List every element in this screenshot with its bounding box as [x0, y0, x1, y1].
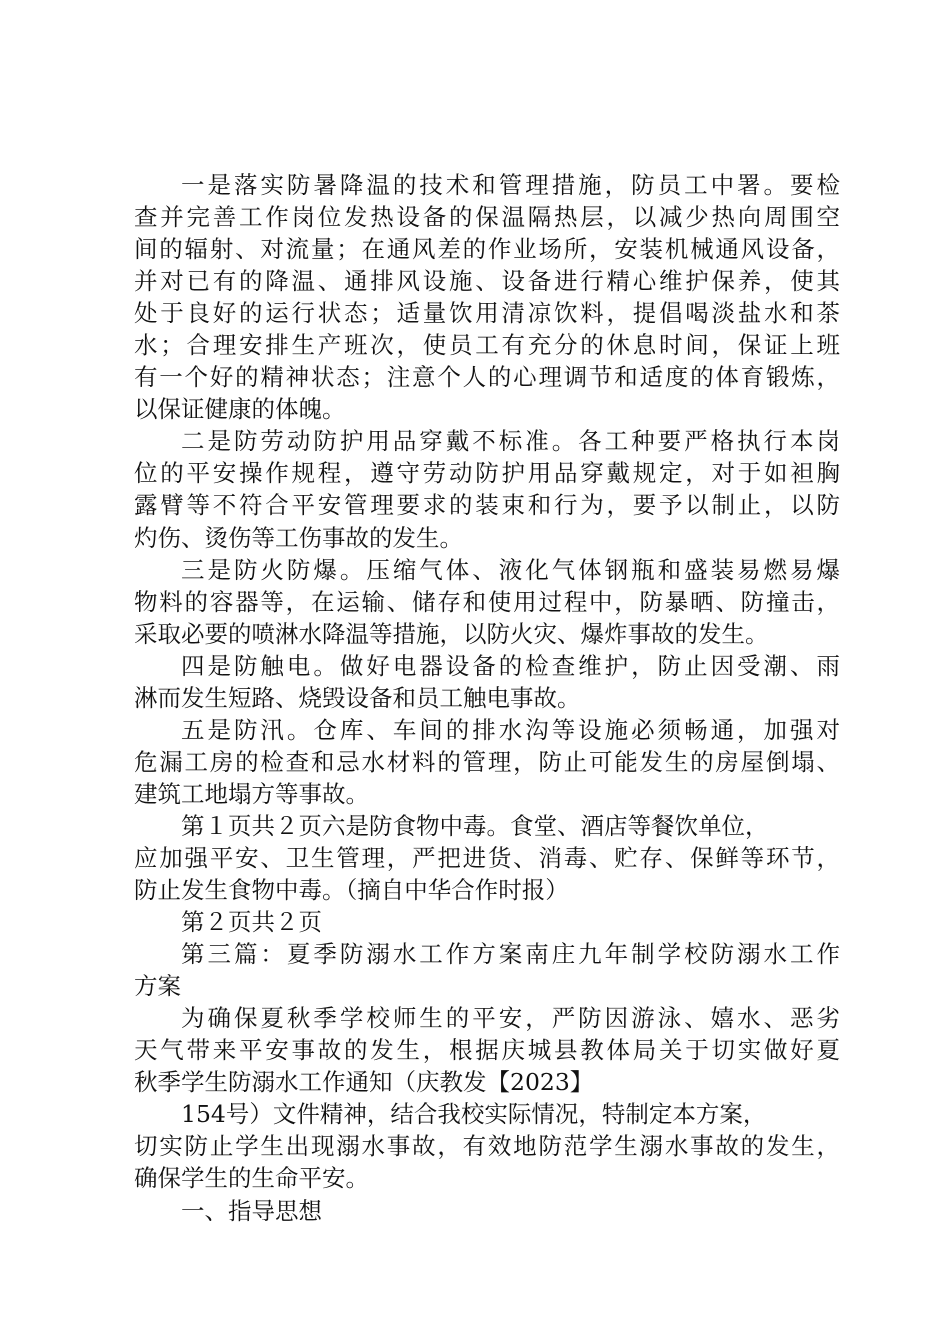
text-line: 第１页共２页六是防食物中毒。食堂、酒店等餐饮单位，: [181, 811, 769, 840]
text-line: 查并完善工作岗位发热设备的保温隔热层，以减少热向周围空: [134, 203, 840, 232]
text-line: 切实防止学生出现溺水事故，有效地防范学生溺水事故的发生，: [134, 1132, 840, 1161]
subsection-heading: 一、指导思想: [181, 1196, 322, 1225]
page-footer-text: 第２页共２页: [181, 908, 322, 937]
text-line: 并对已有的降温、通排风设施、设备进行精心维护保养，使其: [134, 267, 840, 296]
text-line: 位的平安操作规程，遵守劳动防护用品穿戴规定，对于如袒胸: [134, 459, 840, 488]
text-line: 露臂等不符合平安管理要求的装束和行为，要予以制止，以防: [134, 491, 840, 520]
text-line: 一是落实防暑降温的技术和管理措施，防员工中署。要检: [181, 171, 840, 199]
text-line: 物料的容器等，在运输、储存和使用过程中，防暴晒、防撞击，: [134, 587, 840, 616]
text-line: 为确保夏秋季学校师生的平安，严防因游泳、嬉水、恶劣: [181, 1004, 840, 1033]
text-line: 间的辐射、对流量；在通风差的作业场所，安装机械通风设备，: [134, 235, 840, 264]
text-line: 应加强平安、卫生管理，严把进货、消毒、贮存、保鲜等环节，: [134, 843, 840, 872]
text-line: 水；合理安排生产班次，使员工有充分的休息时间，保证上班: [134, 331, 840, 360]
text-line: 天气带来平安事故的发生，根据庆城县教体局关于切实做好夏: [134, 1036, 840, 1065]
text-line: 处于良好的运行状态；适量饮用清凉饮料，提倡喝淡盐水和茶: [134, 299, 840, 328]
text-line: 以保证健康的体魄。: [134, 395, 346, 424]
text-line: 秋季学生防溺水工作通知（庆教发【2023】: [134, 1068, 594, 1097]
text-line: 四是防触电。做好电器设备的检查维护，防止因受潮、雨: [181, 651, 840, 680]
section-heading-line: 第三篇：夏季防溺水工作方案南庄九年制学校防溺水工作: [181, 940, 840, 969]
text-line: 危漏工房的检查和忌水材料的管理，防止可能发生的房屋倒塌、: [134, 747, 840, 776]
text-line: 灼伤、烫伤等工伤事故的发生。: [134, 523, 463, 552]
document-body: [134, 169, 840, 1227]
text-line: 五是防汛。仓库、车间的排水沟等设施必须畅通，加强对: [181, 715, 840, 744]
text-line: 建筑工地塌方等事故。: [134, 779, 369, 808]
text-line: 淋而发生短路、烧毁设备和员工触电事故。: [134, 683, 581, 712]
section-heading-line: 方案: [134, 972, 181, 1001]
text-line: 采取必要的喷淋水降温等措施，以防火灾、爆炸事故的发生。: [134, 619, 769, 648]
text-line: 三是防火防爆。压缩气体、液化气体钢瓶和盛装易燃易爆: [181, 555, 840, 584]
text-line: 154号）文件精神，结合我校实际情况，特制定本方案，: [181, 1100, 767, 1129]
text-line: 确保学生的生命平安。: [134, 1164, 369, 1193]
text-line: 有一个好的精神状态；注意个人的心理调节和适度的体育锻炼，: [134, 363, 840, 392]
text-line: 二是防劳动防护用品穿戴不标准。各工种要严格执行本岗: [181, 427, 840, 456]
text-line: 防止发生食物中毒。（摘自中华合作时报）: [134, 876, 569, 905]
